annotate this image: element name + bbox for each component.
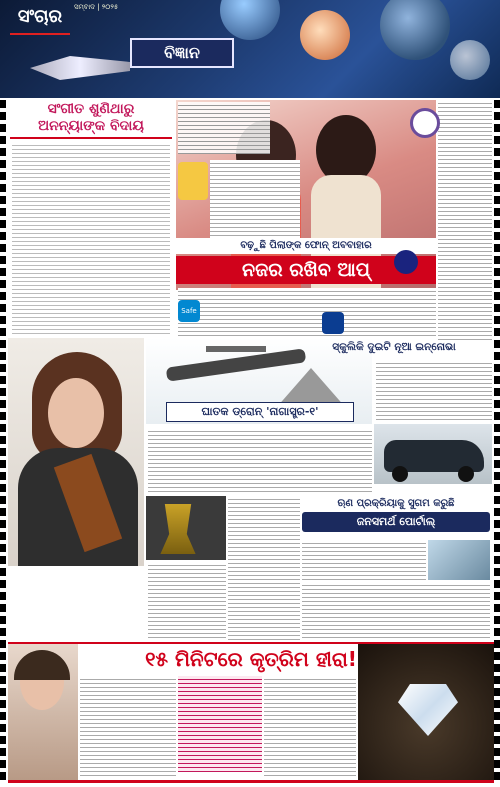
car-photo [374,424,492,484]
award-photo [146,496,226,560]
right-column-text [438,100,492,340]
portal-body-text-2 [302,582,490,638]
music-headline-1: ସଂଗୀତ ଶୁଣିଥାରୁ [47,101,135,117]
registration-strip-right [494,100,500,780]
car-body-text [376,360,492,422]
car-headline-band [332,338,494,356]
diamond-icon [398,684,458,736]
planet-icon [300,10,350,60]
music-headline-2: ଅନନ୍ୟାଙ୍କ ବିଦାୟ [38,118,144,134]
page-bottom-rule [8,780,494,783]
drone-body-text [148,428,372,492]
portal-headline-block [302,496,490,536]
portal-headline-2: ଜନସମର୍ଥ ପୋର୍ଟାଲ୍ [356,515,436,528]
portrait-photo [8,338,144,566]
app-body-text-2 [178,288,436,336]
app-logo-icon [410,108,440,138]
music-body-text [12,142,170,334]
drone-headline-box [166,402,354,422]
masthead [0,0,500,98]
registration-strip-left [0,100,6,780]
diamond-photo [358,644,494,780]
section-title: ବିଜ୍ଞାନ [130,38,234,68]
diamond-woman-photo [8,644,78,780]
diamond-highlight-box [178,676,262,772]
app-cartoon-icon [178,162,208,200]
globe-icon [380,0,450,60]
diamond-body-text-1 [80,676,176,776]
safe-app-icon: Safe [178,300,200,322]
app-subhead-band [176,238,436,254]
diamond-body-text-2 [264,676,356,776]
app-intro-text [178,102,270,154]
diamond-headline: ୧୫ ମିନିଟରେ କୃତ୍ରିମ ହୀରା! [145,647,357,671]
app-headline: ନଜର ରଖିବ ଆପ୍ [241,259,371,281]
spaceship-icon [30,50,130,80]
app-body-text-1 [210,160,300,238]
music-headline-block [10,101,172,139]
car-headline: ସ୍କୁଲିକି ଦୁଇଟି ନୂଆ ଇନ୍ନୋଭା [332,341,456,353]
bubble-icon [450,40,490,80]
drone-headline: ଘାତକ ଡ୍ରୋନ୍ 'ନାଗାସ୍ତ୍ର-୧' [201,405,319,418]
portal-body-text-1 [302,540,426,580]
app-subhead: ବଢ଼ୁଛି ପିଲାଙ୍କ ଫୋନ୍ ଅବବାହାର [240,240,372,251]
character-icon [394,250,418,274]
portal-photo [428,540,490,580]
brand-logo: ସଂଚାର [17,6,63,27]
portal-headline-1: ଋଣ ପ୍ରକ୍ରିୟାକୁ ସୁଗମ କରୁଛି [337,498,455,509]
planet-icon [220,0,280,40]
dateline: ସମ୍ବାଦ | ୨୦୨୫ [74,3,119,11]
brand-rule [10,33,70,35]
kids-app-icon [322,312,344,334]
award-caption-text [148,562,226,640]
portal-side-text [228,496,300,640]
